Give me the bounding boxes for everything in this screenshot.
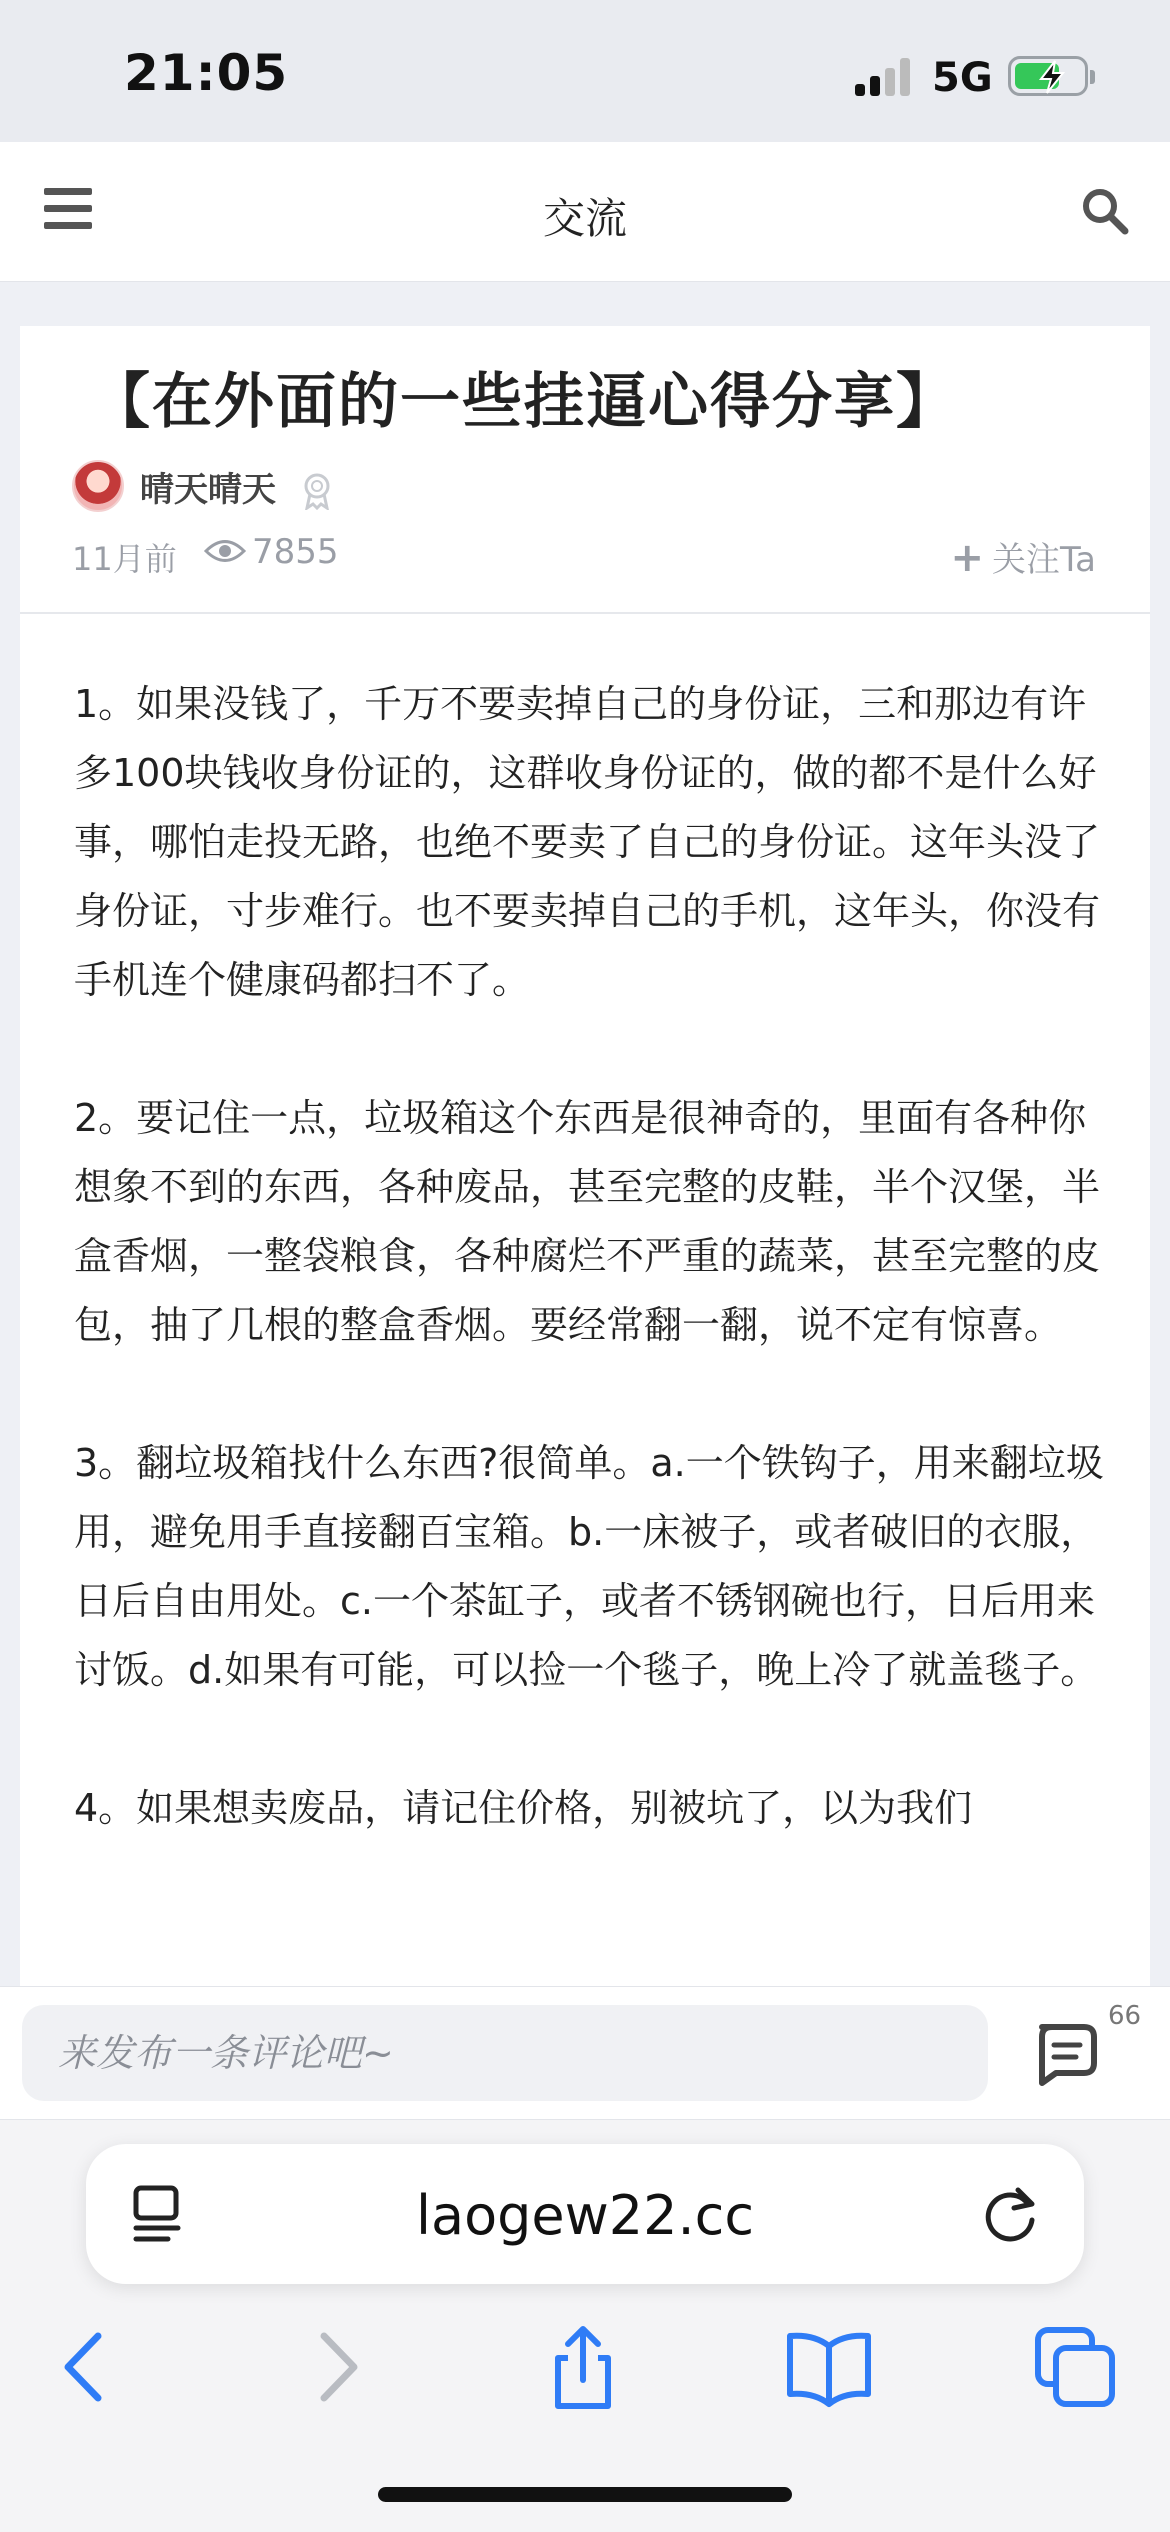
url-text: laogew22.cc (415, 2184, 755, 2247)
network-type: 5G (932, 55, 993, 101)
follow-button[interactable] (951, 532, 1097, 581)
comment-count: 66 (1108, 2001, 1142, 2031)
comment-bar (0, 1986, 1170, 2120)
search-icon[interactable] (1080, 186, 1130, 236)
reload-icon[interactable] (982, 2182, 1042, 2246)
status-time: 21:05 (124, 44, 289, 102)
back-arrow-icon[interactable] (40, 2322, 130, 2412)
status-bar (0, 0, 1170, 142)
top-navbar (0, 142, 1170, 282)
bookmarks-icon[interactable] (784, 2322, 874, 2412)
divider (20, 612, 1150, 614)
battery-charging-icon (1008, 56, 1088, 96)
post-paragraph: 2。要记住一点，垃圾箱这个东西是很神奇的，里面有各种你想象不到的东西，各种废品，甚至完整的皮鞋，半个汉堡，半盒香烟，一整袋粮食，各种腐烂不严重的蔬菜，甚至完整的皮包，抽了几根的整盒香烟。要经常翻一翻，说不定有惊喜。 (74, 1096, 1101, 1347)
post-time: 11月前 (72, 540, 177, 578)
comment-input[interactable]: 来发布一条评论吧~ (22, 2005, 988, 2101)
forward-arrow-icon[interactable] (292, 2322, 382, 2412)
medal-badge-icon (300, 472, 334, 510)
post-paragraph: 1。如果没钱了，千万不要卖掉自己的身份证，三和那边有许多100块钱收身份证的，这群收身份证的，做的都不是什么好事，哪怕走投无路，也绝不要卖了自己的身份证。这年头没了身份证，寸步难行。也不要卖掉自己的手机，这年头，你没有手机连个健康码都扫不了。 (74, 682, 1101, 1002)
post-paragraph: 3。翻垃圾箱找什么东西?很简单。a.一个铁钩子，用来翻垃圾用，避免用手直接翻百宝箱。b.一床被子，或者破旧的衣服，日后自由用处。c.一个茶缸子，或者不锈钢碗也行，日后用来讨饭。d.如果有可能，可以捡一个毯子，晚上冷了就盖毯子。 (74, 1441, 1104, 1692)
view-count: 7855 (252, 532, 339, 572)
page-title: 交流 (542, 194, 627, 243)
avatar[interactable] (72, 460, 124, 512)
comment-icon[interactable] (1032, 2021, 1102, 2087)
author-name[interactable]: 晴天晴天 (140, 470, 276, 510)
eye-icon (204, 536, 246, 566)
cellular-signal-icon (855, 58, 913, 96)
share-icon[interactable] (538, 2322, 628, 2412)
post-paragraph: 4。如果想卖废品，请记住价格，别被坑了，以为我们 (74, 1786, 973, 1830)
post-card (20, 326, 1150, 1986)
tabs-icon[interactable] (1030, 2322, 1120, 2412)
address-bar[interactable] (86, 2144, 1084, 2284)
follow-label: 关注Ta (992, 540, 1096, 580)
post-title: 【在外面的一些挂逼心得分享】 (90, 367, 958, 437)
plus-icon: + (950, 535, 985, 581)
home-indicator[interactable] (378, 2487, 792, 2502)
post-content (74, 670, 1104, 1912)
browser-toolbar (0, 2120, 1170, 2532)
